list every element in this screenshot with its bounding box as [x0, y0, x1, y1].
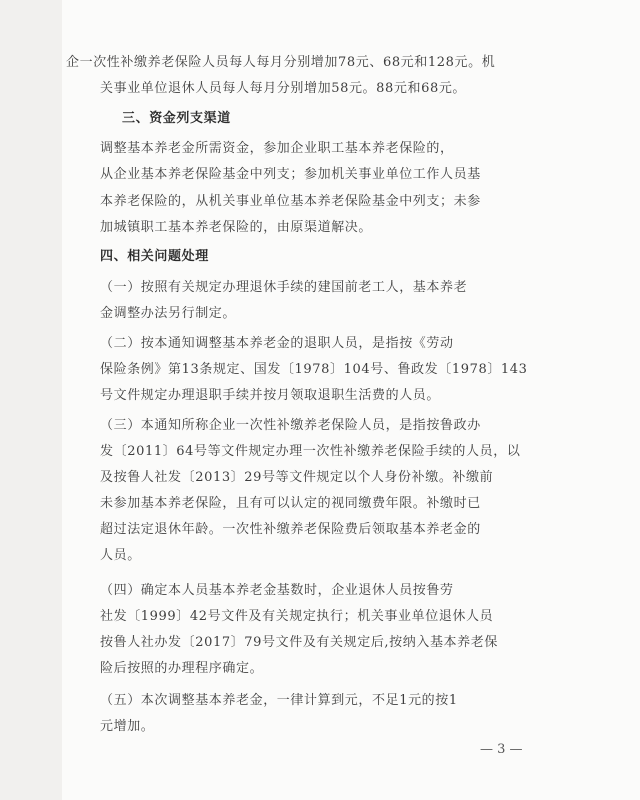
- page-number: — 3 —: [480, 742, 523, 757]
- text-line: 从企业基本养老保险基金中列支；参加机关事业单位工作人员基: [100, 167, 481, 182]
- text-line: 加城镇职工基本养老保险的，由原渠道解决。: [100, 220, 373, 235]
- text-line: 发〔2011〕64号等文件规定办理一次性补缴养老保险手续的人员，以: [100, 444, 521, 459]
- text-line: （五）本次调整基本养老金，一律计算到元，不足1元的按1: [100, 693, 458, 708]
- text-line: 社发〔1999〕42号文件及有关规定执行；机关事业单位退休人员: [100, 609, 494, 624]
- text-line: 按鲁人社办发〔2017〕79号文件及有关规定后,按纳入基本养老保: [100, 635, 498, 650]
- text-line: 本养老保险的，从机关事业单位基本养老保险基金中列支；未参: [100, 194, 481, 209]
- section-heading: 四、相关问题处理: [100, 249, 209, 264]
- text-line: 人员。: [100, 548, 141, 563]
- text-line: 企一次性补缴养老保险人员每人每月分别增加78元、68元和128元。机: [66, 55, 496, 70]
- text-line: 号文件规定办理退职手续并按月领取退职生活费的人员。: [100, 388, 441, 403]
- text-line: （二）按本通知调整基本养老金的退职人员，是指按《劳动: [100, 336, 454, 351]
- text-line: 保险条例》第13条规定、国发〔1978〕104号、鲁政发〔1978〕143: [100, 362, 528, 377]
- text-line: 关事业单位退休人员每人每月分别增加58元。88元和68元。: [100, 81, 467, 96]
- text-line: 险后按照的办理程序确定。: [100, 661, 264, 676]
- text-line: 元增加。: [100, 719, 155, 734]
- text-line: 及按鲁人社发〔2013〕29号等文件规定以个人身份补缴。补缴前: [100, 470, 494, 485]
- text-line: 超过法定退休年龄。一次性补缴养老保险费后领取基本养老金的: [100, 522, 481, 537]
- text-line: 金调整办法另行制定。: [100, 306, 237, 321]
- text-line: 未参加基本养老保险，且有可以认定的视同缴费年限。补缴时已: [100, 496, 481, 511]
- text-line: （四）确定本人员基本养老金基数时，企业退休人员按鲁劳: [100, 583, 454, 598]
- text-line: （一）按照有关规定办理退休手续的建国前老工人，基本养老: [100, 280, 468, 295]
- text-line: 调整基本养老金所需资金，参加企业职工基本养老保险的，: [100, 141, 454, 156]
- text-line: （三）本通知所称企业一次性补缴养老保险人员，是指按鲁政办: [100, 418, 481, 433]
- section-heading: 三、资金列支渠道: [122, 111, 231, 126]
